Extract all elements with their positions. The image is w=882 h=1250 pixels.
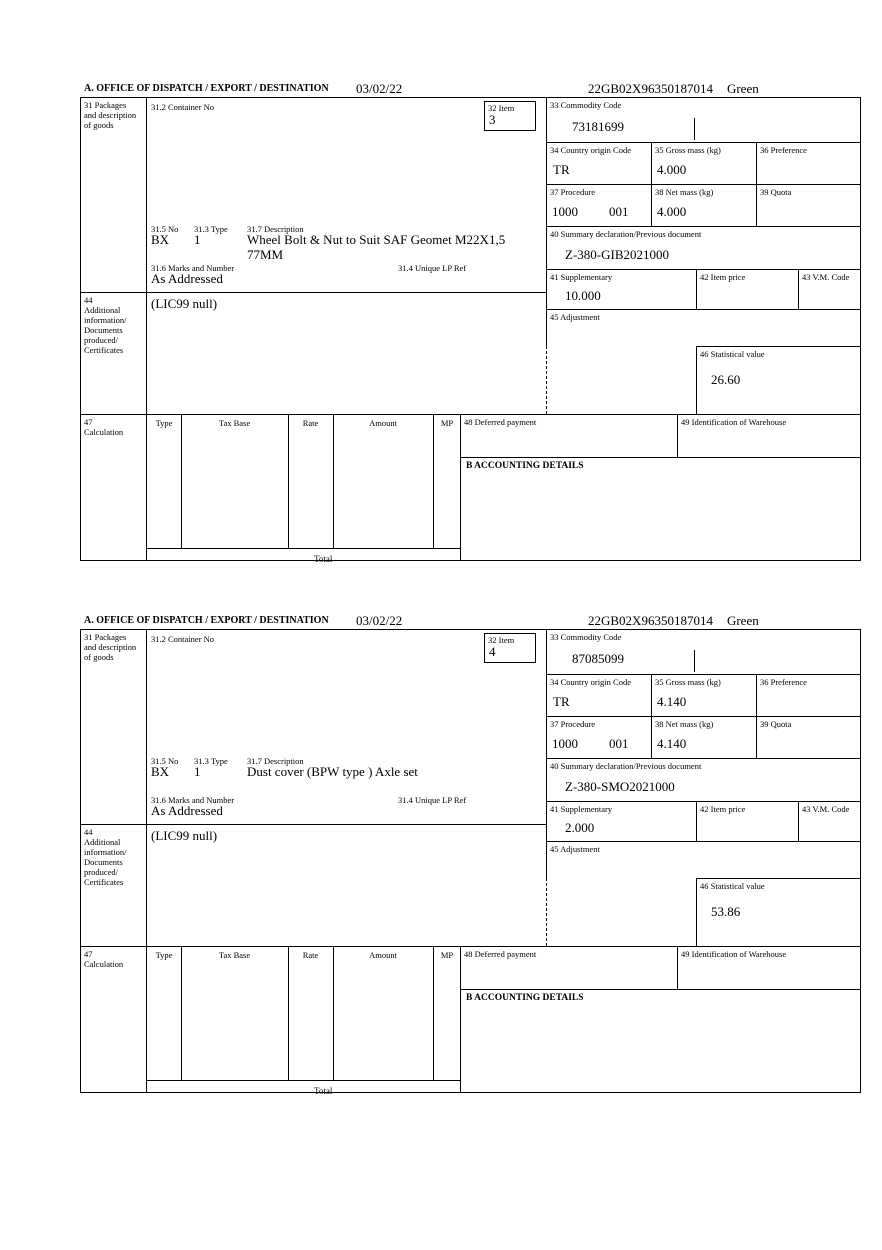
statistical-value-value: 53.86 [711,904,741,919]
commodity-code-value: 87085099 [572,651,624,666]
pkg-type-label: 31.3 Type [194,224,228,234]
box-43-vm-code [798,269,860,309]
table-line-4 [433,415,434,548]
box-44-text: Additional information/ Documents produced/ Certificates [84,305,127,356]
summary-declaration-label: 40 Summary declaration/Previous document [550,229,702,239]
accounting-details-box [461,457,860,560]
declaration-reference [588,81,759,97]
item-price-label: 42 Item price [700,804,746,814]
pkg-description-label: 31.7 Description [247,756,304,766]
box-34-country-origin [546,674,651,716]
adjustment-label: 45 Adjustment [550,844,600,854]
goods-description-value: Dust cover (BPW type ) Axle set [247,764,418,779]
box-31-text: and description of goods [84,642,137,663]
reference-number: 22GB02X96350187014 [588,613,713,628]
statistical-value-label: 46 Statistical value [700,349,765,359]
net-mass-value: 4.000 [657,204,687,219]
previous-document-value: Z-380-SMO2021000 [565,779,675,794]
marks-value: As Addressed [151,803,223,818]
box-39-quota [756,184,860,226]
package-no-value: BX [151,764,170,779]
total-label: Total [314,554,333,564]
pkg-no-label: 31.5 No [151,224,179,234]
container-no-label: 31.2 Container No [151,102,215,112]
box-40-summary-declaration [546,226,860,269]
table-line-1 [181,947,182,1080]
gross-mass-value: 4.000 [657,162,687,177]
preference-label: 36 Preference [760,145,807,155]
item-price-label: 42 Item price [700,272,746,282]
summary-declaration-label: 40 Summary declaration/Previous document [550,761,702,771]
table-line-3 [333,947,334,1080]
dispatch-date: 03/02/22 [356,613,403,628]
procedure-value-1: 1000 [552,736,578,751]
procedure-value-2: 001 [609,204,629,219]
table-line-1 [181,415,182,548]
deferred-payment-label: 48 Deferred payment [464,417,537,427]
accounting-details-label: B ACCOUNTING DETAILS [466,461,584,471]
declaration-reference [588,613,759,629]
calculation-table [147,946,461,1096]
procedure-label: 37 Procedure [550,719,596,729]
box-35-gross-mass [651,674,756,716]
item-number-value: 3 [489,112,496,128]
col-amount-header: Amount [369,418,397,428]
box-32-item [484,633,536,663]
pkg-type-label: 31.3 Type [194,756,228,766]
box-31-label [81,98,147,292]
col-rate-header: Rate [302,950,319,960]
box-48-deferred-payment [461,946,677,989]
total-row [147,1080,461,1096]
box-36-preference [756,674,860,716]
col-amount-header: Amount [369,950,397,960]
box-47-text: Calculation [84,959,124,970]
calculation-table [147,414,461,564]
declaration-section-2 [80,612,861,1096]
box-44-label [81,292,147,414]
box-49-warehouse [677,946,860,989]
declaration-section-1 [80,80,861,564]
box-47-text: Calculation [84,427,124,438]
additional-info-value: (LIC99 null) [151,296,218,311]
procedure-value-1: 1000 [552,204,578,219]
box-46-statistical-value [696,878,860,946]
box-38-net-mass [651,184,756,226]
pkg-description-label: 31.7 Description [247,224,304,234]
box-35-gross-mass [651,142,756,184]
box-39-quota [756,716,860,758]
col-tax-base-header: Tax Base [218,418,251,428]
marks-label: 31.6 Marks and Number [151,795,235,805]
box-49-warehouse [677,414,860,457]
supplementary-label: 41 Supplementary [550,804,613,814]
marks-value: As Addressed [151,271,223,286]
box-47-number: 47 [84,417,93,427]
net-mass-label: 38 Net mass (kg) [655,719,714,729]
procedure-label: 37 Procedure [550,187,596,197]
deferred-payment-label: 48 Deferred payment [464,949,537,959]
col-type-header: Type [155,418,173,428]
box-31-number: 31 Packages [84,100,127,110]
unique-lp-label: 31.4 Unique LP Ref [398,795,467,805]
dashed-strip [546,878,696,946]
pkg-no-label: 31.5 No [151,756,179,766]
vm-code-label: 43 V.M. Code [802,804,850,814]
box-47-label [81,414,147,560]
preference-label: 36 Preference [760,677,807,687]
box-44-number: 44 [84,827,93,837]
right-boxes [546,98,860,414]
country-origin-value: TR [553,162,570,177]
box-31-text: and description of goods [84,110,137,131]
package-type-value: 1 [194,232,201,247]
box-31-label [81,630,147,824]
box-44-label [81,824,147,946]
col-type-header: Type [155,950,173,960]
box-32-item [484,101,536,131]
supplementary-label: 41 Supplementary [550,272,613,282]
right-boxes [546,630,860,946]
procedure-value-2: 001 [609,736,629,751]
vm-code-label: 43 V.M. Code [802,272,850,282]
table-line-4 [433,947,434,1080]
accounting-details-label: B ACCOUNTING DETAILS [466,993,584,1003]
section-header [80,80,861,97]
box-36-preference [756,142,860,184]
box-48-deferred-payment [461,414,677,457]
box-31-number: 31 Packages [84,632,127,642]
box-47-label [81,946,147,1092]
gross-mass-label: 35 Gross mass (kg) [655,145,721,155]
box-40-summary-declaration [546,758,860,801]
warehouse-label: 49 Identification of Warehouse [681,417,787,427]
supplementary-value: 10.000 [565,288,601,303]
office-of-dispatch-label: A. OFFICE OF DISPATCH / EXPORT / DESTINATION [84,615,329,626]
adjustment-label: 45 Adjustment [550,312,600,322]
marks-label: 31.6 Marks and Number [151,263,235,273]
declaration-form [80,97,861,564]
box-41-supplementary [546,269,696,309]
col-rate-header: Rate [302,418,319,428]
section-header [80,612,861,629]
item-number-value: 4 [489,644,496,660]
col-mp-header: MP [440,418,454,428]
accounting-details-box [461,989,860,1092]
reference-number: 22GB02X96350187014 [588,81,713,96]
box-33-commodity-code [546,98,860,142]
country-origin-value: TR [553,694,570,709]
statistical-value-label: 46 Statistical value [700,881,765,891]
box-42-item-price [696,801,798,841]
col-tax-base-header: Tax Base [218,950,251,960]
net-mass-label: 38 Net mass (kg) [655,187,714,197]
gross-mass-value: 4.140 [657,694,687,709]
package-type-value: 1 [194,764,201,779]
container-no-label: 31.2 Container No [151,634,215,644]
total-label: Total [314,1086,333,1096]
box-34-country-origin [546,142,651,184]
declaration-form [80,629,861,1096]
item-label: 32 Item [488,103,515,113]
dispatch-date: 03/02/22 [356,81,403,96]
box-33-commodity-code [546,630,860,674]
box-46-statistical-value [696,346,860,414]
country-origin-label: 34 Country origin Code [550,677,631,687]
additional-info-value: (LIC99 null) [151,828,218,843]
box-44-divider [147,292,546,293]
box-38-net-mass [651,716,756,758]
commodity-code-label: 33 Commodity Code [550,632,622,642]
dashed-strip [546,346,696,414]
routing-status: Green [726,81,759,96]
commodity-code-divider [694,650,695,672]
previous-document-value: Z-380-GIB2021000 [565,247,669,262]
quota-label: 39 Quota [760,187,792,197]
unique-lp-label: 31.4 Unique LP Ref [398,263,467,273]
package-no-value: BX [151,232,170,247]
commodity-code-label: 33 Commodity Code [550,100,622,110]
table-line-2 [288,947,289,1080]
statistical-value-value: 26.60 [711,372,741,387]
routing-status: Green [726,613,759,628]
table-line-2 [288,415,289,548]
box-45-adjustment [546,841,860,878]
box-42-item-price [696,269,798,309]
box-44-number: 44 [84,295,93,305]
box-44-text: Additional information/ Documents produced/ Certificates [84,837,127,888]
box-43-vm-code [798,801,860,841]
commodity-code-value: 73181699 [572,119,624,134]
country-origin-label: 34 Country origin Code [550,145,631,155]
item-label: 32 Item [488,635,515,645]
total-row [147,548,461,564]
warehouse-label: 49 Identification of Warehouse [681,949,787,959]
gross-mass-label: 35 Gross mass (kg) [655,677,721,687]
table-line-3 [333,415,334,548]
box-37-procedure [546,184,651,226]
box-47-number: 47 [84,949,93,959]
col-mp-header: MP [440,950,454,960]
goods-description-value: Wheel Bolt & Nut to Suit SAF Geomet M22X1,5 77MM [247,232,506,262]
box-45-adjustment [546,309,860,346]
box-37-procedure [546,716,651,758]
box-41-supplementary [546,801,696,841]
quota-label: 39 Quota [760,719,792,729]
box-44-divider [147,824,546,825]
commodity-code-divider [694,118,695,140]
net-mass-value: 4.140 [657,736,687,751]
supplementary-value: 2.000 [565,820,595,835]
office-of-dispatch-label: A. OFFICE OF DISPATCH / EXPORT / DESTINATION [84,83,329,94]
